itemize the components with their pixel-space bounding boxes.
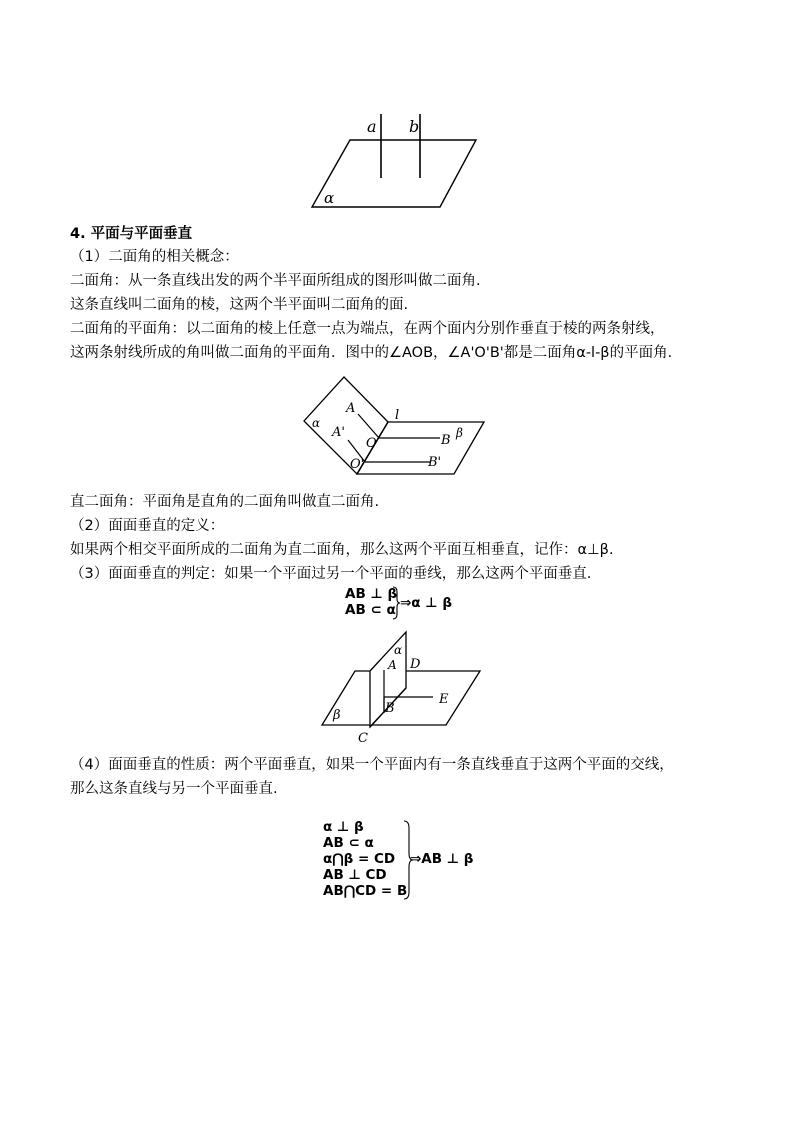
- formula-property-cond4: AB ⊥ CD: [323, 867, 387, 883]
- formula-property-cond1: α ⊥ β: [323, 819, 364, 835]
- text-line: （3）面面垂直的判定：如果一个平面过另一个平面的垂线，那么这两个平面垂直.: [70, 566, 592, 582]
- label-beta: β: [456, 426, 463, 440]
- subsection-1-title: （1）二面角的相关概念：: [70, 249, 239, 265]
- brace-icon: [392, 586, 400, 620]
- formula-judgment-result: ⇒α ⊥ β: [400, 595, 452, 611]
- label-O1: O': [350, 457, 365, 472]
- label-b: b: [409, 117, 420, 136]
- label-A: A: [346, 401, 356, 416]
- label-O: O: [366, 436, 377, 451]
- label-A: A: [388, 658, 397, 672]
- text-line: 直二面角：平面角是直角的二面角叫做直二面角.: [70, 494, 380, 510]
- label-C: C: [358, 731, 368, 746]
- formula-property-cond3: α⋂β = CD: [323, 851, 396, 867]
- text-line: 二面角的平面角：以二面角的棱上任意一点为端点，在两个面内分别作垂直于棱的两条射线，: [70, 321, 665, 337]
- text-line: 二面角：从一条直线出发的两个半平面所组成的图形叫做二面角.: [70, 273, 481, 289]
- figure-dihedral-angle: [300, 374, 500, 484]
- formula-judgment-cond1: AB ⊥ β: [345, 586, 398, 602]
- label-D: D: [410, 657, 421, 672]
- label-l: l: [395, 408, 400, 423]
- label-B: B: [385, 701, 395, 716]
- label-B1: B': [428, 455, 442, 470]
- figure-parallel-lines: [300, 100, 500, 218]
- formula-property-cond2: AB ⊂ α: [323, 835, 374, 851]
- label-E: E: [439, 692, 449, 707]
- formula-property-cond5: AB⋂CD = B: [323, 883, 408, 899]
- label-B: B: [441, 433, 451, 448]
- text-line: 如果两个相交平面所成的二面角为直二面角，那么这两个平面互相垂直，记作：α⊥β.: [70, 542, 614, 558]
- plane-alpha: [312, 140, 476, 207]
- ray-OA: [358, 414, 379, 438]
- label-A1: A': [332, 425, 345, 440]
- label-alpha: α: [394, 643, 403, 657]
- text-line: 那么这条直线与另一个平面垂直.: [70, 781, 278, 797]
- label-alpha: α: [312, 416, 321, 430]
- section-heading: 4. 平面与平面垂直: [70, 226, 193, 242]
- text-line: （4）面面垂直的性质：两个平面垂直，如果一个平面内有一条直线垂直于这两个平面的交线，: [70, 757, 674, 773]
- text-line: 这条直线叫二面角的棱，这两个半平面叫二面角的面.: [70, 297, 409, 313]
- figure-perpendicular-planes: [318, 630, 488, 748]
- formula-property-result: ⇒AB ⊥ β: [410, 851, 474, 867]
- label-beta: β: [333, 708, 341, 723]
- formula-judgment-cond2: AB ⊂ α: [345, 602, 396, 618]
- label-a: a: [367, 117, 377, 136]
- text-line: 这两条射线所成的角叫做二面角的平面角．图中的∠AOB，∠A'O'B'都是二面角α-l-β的平面角．: [70, 345, 683, 361]
- subsection-2-title: （2）面面垂直的定义：: [70, 518, 225, 534]
- label-alpha: α: [324, 189, 335, 207]
